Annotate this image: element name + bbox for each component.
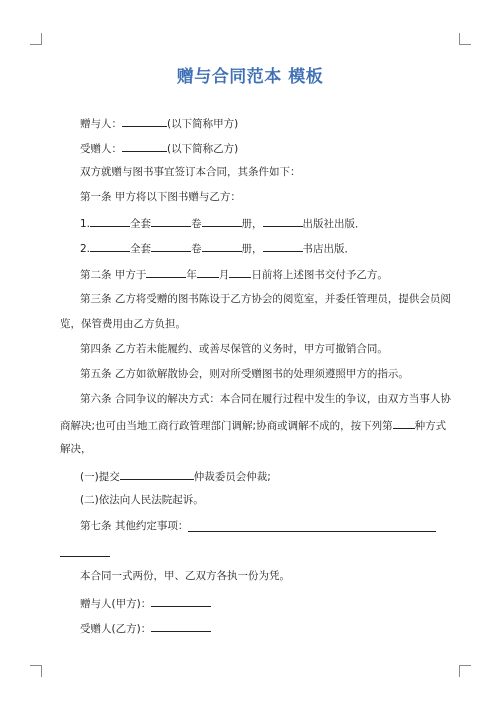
article-6-line-1: 第六条 合同争议的解决方式：本合同在履行过程中发生的争议，由双方当事人协 — [80, 393, 451, 405]
article-2-blank-day — [229, 266, 251, 278]
page-corner-mark-top-right — [459, 33, 471, 45]
item-2-blank-books — [202, 240, 242, 252]
item-2-blank-bookstore — [263, 240, 303, 252]
option-1-blank-arbitration — [120, 468, 194, 480]
donee-blank — [122, 140, 167, 152]
article-6-line-2 — [60, 417, 446, 433]
article-7-blank-line-1 — [188, 531, 436, 532]
donor-blank — [122, 115, 167, 127]
signature-donee-label: 受赠人(乙方)： — [80, 623, 152, 635]
donor-label: 赠与人： — [80, 118, 122, 130]
item-1-blank-publisher — [263, 215, 303, 227]
option-2: (二)依法向人民法院起诉。 — [80, 494, 204, 506]
article-2-day: 日前将上述图书交付予乙方。 — [251, 269, 388, 281]
article-6-blank-option — [393, 417, 415, 429]
article-2-year: 年 — [186, 269, 197, 281]
article-6-line-2-prefix: 商解决;也可由当地工商行政管理部门调解;协商或调解不成的，按下列第 — [60, 420, 393, 432]
item-2-number: 2. — [80, 243, 91, 255]
book-item-2 — [80, 240, 355, 256]
item-1-volume: 卷 — [191, 218, 202, 230]
article-7: 第七条 其他约定事项： — [80, 520, 189, 532]
donee-suffix: (以下简称乙方) — [167, 143, 239, 155]
article-6-line-2-suffix: 种方式 — [414, 420, 447, 432]
article-2-blank-month — [197, 266, 219, 278]
article-4: 第四条 乙方若未能履约、或善尽保管的义务时，甲方可撤销合同。 — [80, 343, 388, 355]
item-1-set: 全套 — [130, 218, 152, 230]
article-3-line-1: 第三条 乙方将受赠的图书陈设于乙方协会的阅览室，并委任管理员，提供会员阅 — [80, 293, 451, 305]
item-2-set: 全套 — [130, 243, 152, 255]
item-1-book: 册， — [241, 218, 263, 230]
article-5: 第五条 乙方如欲解散协会，则对所受赠图书的处理须遵照甲方的指示。 — [80, 368, 409, 380]
article-2-blank-year — [146, 266, 186, 278]
donor-suffix: (以下简称甲方) — [167, 118, 239, 130]
option-1-suffix: 仲裁委员会仲裁; — [193, 471, 271, 483]
page-corner-mark-bottom-right — [459, 665, 471, 677]
item-2-publisher: 书店出版． — [302, 243, 356, 255]
article-6-line-3: 解决， — [60, 443, 92, 455]
item-2-volume: 卷 — [191, 243, 202, 255]
article-7-blank-line-2 — [60, 556, 110, 557]
book-item-1 — [80, 215, 366, 231]
item-1-number: 1. — [80, 218, 91, 230]
signature-donor-label: 赠与人(甲方)： — [80, 598, 152, 610]
donor-line — [80, 115, 238, 131]
donee-label: 受赠人： — [80, 143, 122, 155]
signature-donee-blank — [151, 620, 211, 632]
option-1 — [80, 468, 271, 484]
article-1: 第一条 甲方将以下图书赠与乙方： — [80, 191, 241, 203]
item-2-blank-title — [90, 240, 130, 252]
page-corner-mark-bottom-left — [30, 665, 42, 677]
item-1-publisher: 出版社出版． — [302, 218, 366, 230]
item-2-blank-volumes — [151, 240, 191, 252]
page-corner-mark-top-left — [30, 33, 42, 45]
intro-text: 双方就赠与图书事宜签订本合同，其条件如下： — [80, 166, 301, 178]
item-1-blank-volumes — [151, 215, 191, 227]
article-2-month: 月 — [218, 269, 230, 281]
signature-donor — [80, 595, 211, 611]
item-1-blank-title — [90, 215, 130, 227]
article-3-line-2: 览，保管费用由乙方负担。 — [60, 318, 186, 330]
closing-text: 本合同一式两份，甲、乙双方各执一份为凭。 — [80, 570, 290, 582]
item-1-blank-books — [202, 215, 242, 227]
article-2 — [80, 266, 388, 282]
donee-line — [80, 140, 238, 156]
option-1-prefix: (一)提交 — [80, 471, 120, 483]
item-2-book: 册， — [241, 243, 263, 255]
signature-donee — [80, 620, 211, 636]
article-2-prefix: 第二条 甲方于 — [80, 269, 147, 281]
document-title: 赠与合同范本 模板 — [176, 67, 324, 87]
signature-donor-blank — [151, 595, 211, 607]
